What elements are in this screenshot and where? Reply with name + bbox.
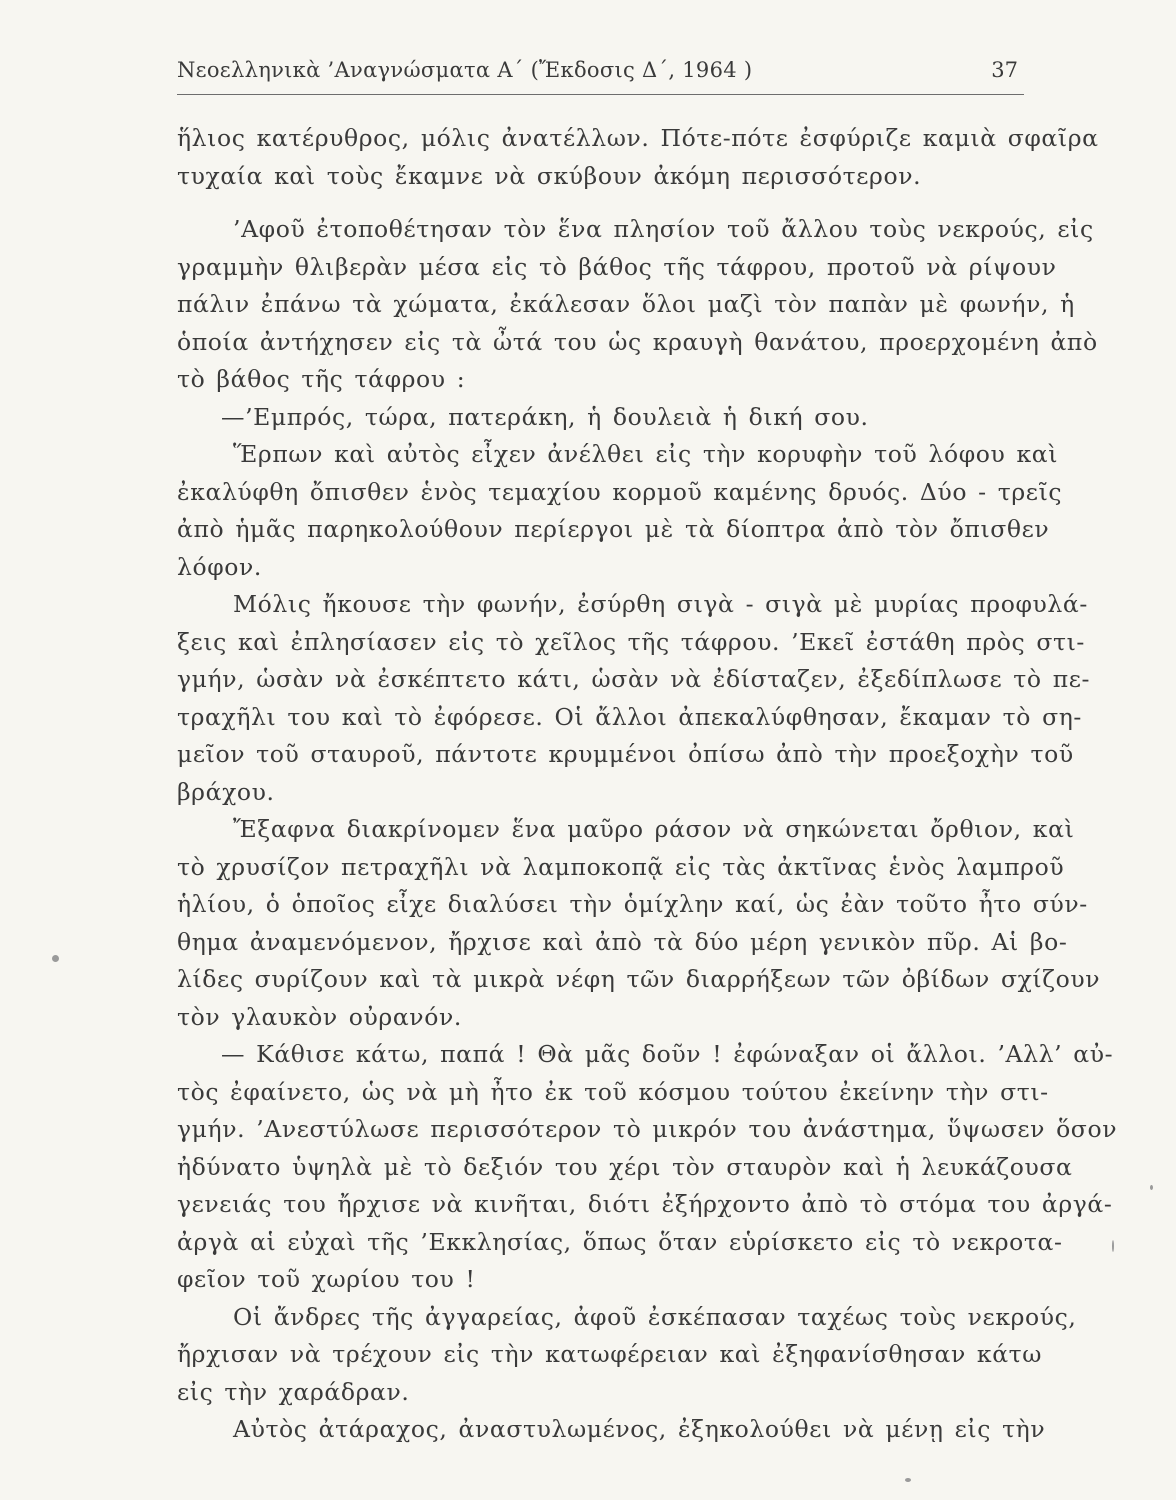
running-title: Νεοελληνικὰ ’Αναγνώσματα Α΄ (Ἔκδοσις Δ΄, 1964 ) [177, 58, 753, 82]
text-line: γενειάς του ἤρχισε νὰ κινῆται, διότι ἐξήρχοντο ἀπὸ τὸ στόμα του ἀργά- [177, 1190, 1113, 1218]
text-line: γμήν, ὡσὰν νὰ ἐσκέπτετο κάτι, ὡσὰν νὰ ἐδίσταζεν, ἐξεδίπλωσε τὸ πε- [177, 665, 1091, 693]
text-line: ἥλιος κατέρυθρος, μόλις ἀνατέλλων. Πότε-πότε ἐσφύριζε καμιὰ σφαῖρα [177, 124, 1099, 152]
text-line: ἡλίου, ὁ ὁποῖος εἶχε διαλύσει τὴν ὁμίχλην καί, ὡς ἐὰν τοῦτο ἦτο σύν- [177, 890, 1088, 918]
text-line: βράχου. [177, 777, 275, 806]
scan-speck [1112, 1240, 1114, 1252]
scan-speck [52, 955, 59, 962]
text-line: μεῖον τοῦ σταυροῦ, πάντοτε κρυμμένοι ὀπίσω ἀπὸ τὴν προεξοχὴν τοῦ [177, 740, 1074, 768]
text-line: τραχῆλι του καὶ τὸ ἐφόρεσε. Οἱ ἄλλοι ἀπεκαλύφθησαν, ἔκαμαν τὸ ση- [177, 702, 1082, 731]
paragraph-start-line: Ἕρπων καὶ αὐτὸς εἶχεν ἀνέλθει εἰς τὴν κορυφὴν τοῦ λόφου καὶ [233, 440, 1059, 468]
paragraph-start-line: Οἱ ἄνδρες τῆς ἀγγαρείας, ἀφοῦ ἐσκέπασαν ταχέως τοὺς νεκρούς, [233, 1302, 1077, 1331]
text-line: ὁποία ἀντήχησεν εἰς τὰ ὦτά του ὡς κραυγὴ θανάτου, προερχομένη ἀπὸ [177, 327, 1098, 356]
scan-speck [1150, 1185, 1153, 1190]
text-line: φεῖον τοῦ χωρίου του ! [177, 1265, 476, 1293]
text-line: τὸ χρυσίζον πετραχῆλι νὰ λαμποκοπᾷ εἰς τὰς ἀκτῖνας ἑνὸς λαμπροῦ [177, 852, 1065, 881]
text-line: ἐκαλύφθη ὄπισθεν ἑνὸς τεμαχίου κορμοῦ καμένης δρυός. Δύο - τρεῖς [177, 477, 1063, 506]
page-number: 37 [991, 58, 1018, 82]
text-line: ἤρχισαν νὰ τρέχουν εἰς τὴν κατωφέρειαν καὶ ἐξηφανίσθησαν κάτω [177, 1340, 1043, 1368]
text-line: ξεις καὶ ἐπλησίασεν εἰς τὸ χεῖλος τῆς τάφρου. ’Εκεῖ ἐστάθη πρὸς στι- [177, 627, 1085, 656]
text-line: ἀργὰ αἱ εὐχαὶ τῆς ’Εκκλησίας, ὅπως ὅταν εὑρίσκετο εἰς τὸ νεκροτα- [177, 1227, 1063, 1256]
dialogue-line: — Κάθισε κάτω, παπά ! Θὰ μᾶς δοῦν ! ἐφώναξαν οἱ ἄλλοι. ’Αλλ’ αὐ- [221, 1040, 1114, 1068]
body-text [177, 120, 1118, 1449]
paragraph-start-line: Μόλις ἤκουσε τὴν φωνήν, ἐσύρθη σιγὰ - σιγὰ μὲ μυρίας προφυλά- [233, 590, 1088, 618]
dialogue-line: —’Εμπρός, τώρα, πατεράκη, ἡ δουλειὰ ἡ δική σου. [221, 402, 869, 431]
page-header [177, 52, 1024, 95]
text-line: λόφον. [177, 552, 263, 581]
scan-speck [905, 1478, 911, 1482]
paragraph-start-line: ’Αφοῦ ἐτοποθέτησαν τὸν ἕνα πλησίον τοῦ ἄλλου τοὺς νεκρούς, εἰς [233, 215, 1094, 243]
text-line: ἀπὸ ἡμᾶς παρηκολούθουν περίεργοι μὲ τὰ δίοπτρα ἀπὸ τὸν ὄπισθεν [177, 515, 1050, 543]
text-line: τὸν γλαυκὸν οὐρανόν. [177, 1002, 462, 1031]
text-line: λίδες συρίζουν καὶ τὰ μικρὰ νέφη τῶν διαρρήξεων τῶν ὀβίδων σχίζουν [177, 965, 1101, 993]
paragraph-start-line: Αὐτὸς ἀτάραχος, ἀναστυλωμένος, ἐξηκολούθει νὰ μένῃ εἰς τὴν [233, 1415, 1046, 1443]
paragraph-start-line: Ἔξαφνα διακρίνομεν ἕνα μαῦρο ράσον νὰ σηκώνεται ὄρθιον, καὶ [233, 815, 1075, 843]
text-line: πάλιν ἐπάνω τὰ χώματα, ἐκάλεσαν ὅλοι μαζὶ τὸν παπὰν μὲ φωνήν, ἡ [177, 290, 1075, 318]
text-line: γραμμὴν θλιβερὰν μέσα εἰς τὸ βάθος τῆς τάφρου, προτοῦ νὰ ρίψουν [177, 252, 1057, 281]
text-line: γμήν. ’Ανεστύλωσε περισσότερον τὸ μικρόν του ἀνάστημα, ὕψωσεν ὅσον [177, 1115, 1118, 1143]
text-line: τὸς ἐφαίνετο, ὡς νὰ μὴ ἦτο ἐκ τοῦ κόσμου τούτου ἐκείνην τὴν στι- [177, 1077, 1049, 1106]
text-line: τὸ βάθος τῆς τάφρου : [177, 365, 466, 393]
text-line: εἰς τὴν χαράδραν. [177, 1377, 410, 1406]
text-line: ἠδύνατο ὑψηλὰ μὲ τὸ δεξιόν του χέρι τὸν σταυρὸν καὶ ἡ λευκάζουσα [177, 1152, 1073, 1181]
text-line: τυχαία καὶ τοὺς ἔκαμνε νὰ σκύβουν ἀκόμη περισσότερον. [177, 161, 922, 190]
text-line: θημα ἀναμενόμενον, ἤρχισε καὶ ἀπὸ τὰ δύο μέρη γενικὸν πῦρ. Αἱ βο- [177, 927, 1068, 956]
